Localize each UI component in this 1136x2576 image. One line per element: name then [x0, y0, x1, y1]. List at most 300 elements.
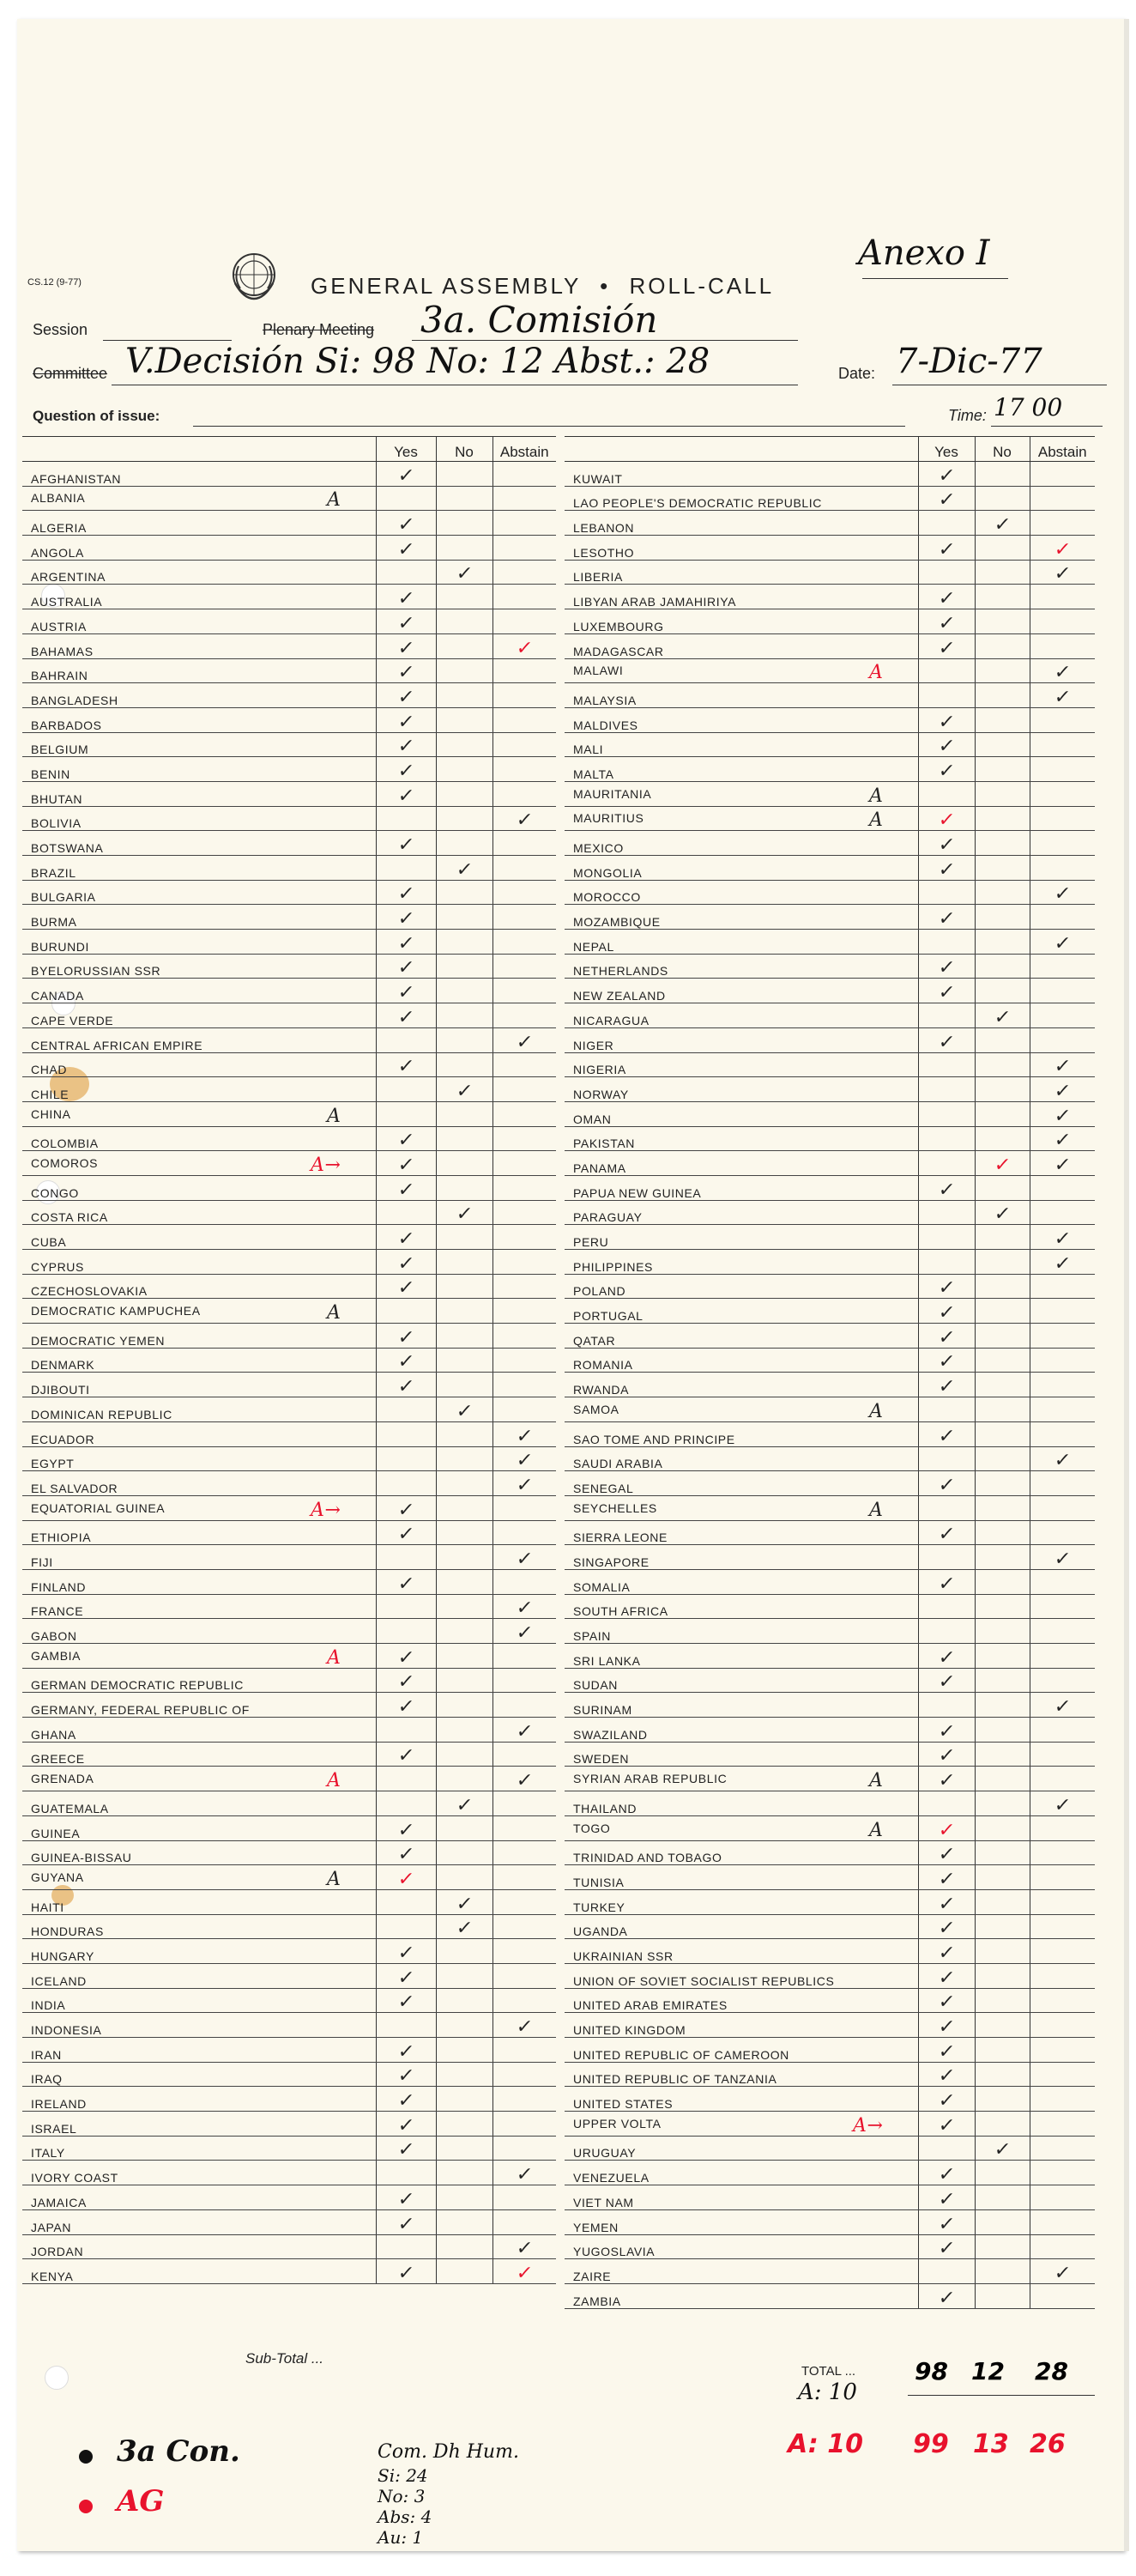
yes-cell — [918, 954, 975, 979]
no-cell — [436, 1988, 492, 2013]
country-row — [565, 1693, 1095, 1718]
check-mark-icon: ✓ — [396, 834, 416, 856]
country-label: LIBERIA — [573, 570, 623, 585]
abstain-cell — [1030, 856, 1095, 881]
no-cell — [436, 560, 492, 585]
country-name — [22, 2062, 376, 2087]
country-name — [22, 486, 376, 511]
yes-cell — [376, 1175, 436, 1200]
no-cell — [436, 683, 492, 708]
yes-cell — [918, 880, 975, 905]
country-row — [22, 1914, 556, 1939]
red-no-count: 13 — [973, 2429, 1009, 2459]
abstain-cell — [492, 1250, 556, 1275]
check-mark-icon: ✓ — [937, 1376, 957, 1398]
country-row — [565, 633, 1095, 658]
country-label: CONGO — [31, 1185, 79, 1200]
country-label: FIJI — [31, 1555, 53, 1569]
yes-cell — [376, 1471, 436, 1496]
no-cell — [436, 1619, 492, 1644]
no-cell — [975, 979, 1030, 1003]
country-row — [565, 2259, 1095, 2284]
yes-cell — [376, 2161, 436, 2185]
yes-cell — [918, 781, 975, 806]
check-mark-icon: ✓ — [396, 2262, 416, 2284]
no-cell — [975, 831, 1030, 856]
yes-cell — [376, 511, 436, 536]
abstain-cell — [1030, 2112, 1095, 2137]
country-name — [22, 806, 376, 831]
country-name — [22, 1668, 376, 1693]
country-row — [565, 954, 1095, 979]
country-label: SYRIAN ARAB REPUBLIC — [573, 1772, 728, 1786]
country-name — [22, 1718, 376, 1743]
form-code: CS.12 (9-77) — [27, 277, 82, 288]
country-name — [22, 1027, 376, 1052]
country-label: CANADA — [31, 989, 84, 1003]
country-name — [22, 609, 376, 634]
country-label: MOZAMBIQUE — [573, 915, 661, 930]
country-row — [565, 1446, 1095, 1471]
country-row — [565, 1815, 1095, 1840]
country-name — [565, 1101, 918, 1126]
yes-cell — [376, 658, 436, 683]
absent-mark: A — [327, 489, 341, 512]
abstain-cell — [492, 1471, 556, 1496]
country-label: COSTA RICA — [31, 1210, 108, 1225]
absent-mark: A→ — [310, 1499, 341, 1521]
check-mark-icon: ✓ — [515, 1770, 535, 1792]
yes-cell — [376, 1594, 436, 1619]
country-row — [565, 2234, 1095, 2259]
no-cell — [436, 2234, 492, 2259]
abstain-cell — [1030, 1200, 1095, 1225]
yes-cell — [376, 1619, 436, 1644]
abstain-cell — [1030, 1963, 1095, 1988]
no-cell — [975, 1644, 1030, 1669]
committee-label: Committee — [33, 365, 108, 382]
yes-cell — [918, 1151, 975, 1176]
country-label: GABON — [31, 1629, 77, 1643]
country-name — [22, 856, 376, 881]
country-name — [565, 1003, 918, 1028]
no-cell — [975, 1250, 1030, 1275]
no-cell — [975, 1175, 1030, 1200]
country-row — [565, 2013, 1095, 2038]
check-mark-icon: ✓ — [455, 1203, 474, 1226]
absent-note: A: 10 — [798, 2379, 857, 2405]
country-label: OMAN — [573, 1112, 612, 1126]
abstain-cell — [492, 1520, 556, 1545]
check-mark-icon: ✓ — [937, 2040, 957, 2063]
country-name — [22, 1397, 376, 1422]
country-row — [565, 585, 1095, 609]
abstain-cell — [492, 683, 556, 708]
no-cell — [436, 1889, 492, 1914]
abstain-cell — [492, 979, 556, 1003]
no-cell — [975, 1003, 1030, 1028]
abstain-cell — [1030, 979, 1095, 1003]
country-label: TUNISIA — [573, 1875, 625, 1889]
check-mark-icon: ✓ — [396, 736, 416, 758]
yes-cell — [918, 806, 975, 831]
country-name — [22, 1569, 376, 1594]
no-cell — [436, 511, 492, 536]
abstain-cell — [1030, 1594, 1095, 1619]
check-mark-icon: ✓ — [396, 1006, 416, 1028]
country-name — [565, 1865, 918, 1890]
check-mark-icon: ✓ — [937, 489, 957, 512]
yes-cell — [918, 1569, 975, 1594]
abstain-cell — [1030, 1027, 1095, 1052]
country-label: SOUTH AFRICA — [573, 1604, 668, 1619]
com-no: No: 3 — [378, 2486, 426, 2506]
abstain-cell — [492, 1446, 556, 1471]
check-mark-icon: ✓ — [993, 1006, 1012, 1028]
abstain-cell — [1030, 2062, 1095, 2087]
country-column-header — [565, 437, 918, 462]
country-label: BOTSWANA — [31, 841, 104, 855]
country-name — [565, 1077, 918, 1102]
country-row — [22, 1299, 556, 1324]
country-label: ARGENTINA — [31, 570, 106, 585]
country-label: GUINEA-BISSAU — [31, 1851, 132, 1865]
country-name — [565, 1274, 918, 1299]
yes-cell — [918, 1175, 975, 1200]
yes-cell — [376, 1495, 436, 1520]
yes-cell — [918, 1471, 975, 1496]
abstain-cell — [1030, 2259, 1095, 2284]
country-name — [565, 1520, 918, 1545]
yes-cell — [376, 1027, 436, 1052]
yes-cell — [918, 1939, 975, 1964]
yes-cell — [376, 1963, 436, 1988]
country-row — [22, 732, 556, 757]
check-mark-icon: ✓ — [396, 686, 416, 708]
check-mark-icon: ✓ — [515, 1031, 535, 1053]
country-row — [565, 1324, 1095, 1349]
country-row — [565, 831, 1095, 856]
check-mark-icon: ✓ — [1053, 1450, 1073, 1472]
country-row — [22, 1742, 556, 1767]
country-name — [565, 2136, 918, 2161]
abstain-cell — [1030, 1545, 1095, 1570]
no-cell — [436, 1865, 492, 1890]
country-name — [22, 1767, 376, 1791]
no-cell — [975, 2185, 1030, 2210]
country-label: MALAYSIA — [573, 693, 637, 707]
abstain-cell — [492, 609, 556, 634]
country-name — [565, 2087, 918, 2112]
country-label: SWEDEN — [573, 1752, 630, 1767]
yes-cell — [918, 1767, 975, 1791]
no-cell — [436, 1003, 492, 1028]
country-label: COMOROS — [31, 1155, 99, 1170]
legend-black-label: 3a Con. — [117, 2434, 240, 2469]
check-mark-icon: ✓ — [937, 1179, 957, 1201]
check-mark-icon: ✓ — [937, 1425, 957, 1447]
country-label: FINLAND — [31, 1579, 87, 1594]
yes-cell — [918, 2161, 975, 2185]
yes-cell — [918, 930, 975, 955]
abstain-cell — [1030, 462, 1095, 487]
no-cell — [975, 2259, 1030, 2284]
country-row — [22, 1027, 556, 1052]
country-row — [22, 1594, 556, 1619]
country-row — [22, 2136, 556, 2161]
check-mark-icon: ✓ — [993, 1203, 1012, 1226]
yes-cell — [376, 1939, 436, 1964]
country-row — [565, 1348, 1095, 1373]
country-row — [565, 1791, 1095, 1816]
country-label: ECUADOR — [31, 1432, 95, 1446]
country-label: UGANDA — [573, 1924, 628, 1939]
no-cell — [436, 1914, 492, 1939]
country-row — [565, 1939, 1095, 1964]
country-row — [22, 831, 556, 856]
country-name — [565, 1840, 918, 1865]
country-row — [565, 560, 1095, 585]
country-row — [565, 1668, 1095, 1693]
check-mark-icon: ✓ — [937, 1720, 957, 1743]
yes-cell — [918, 831, 975, 856]
country-label: CAPE VERDE — [31, 1013, 114, 1027]
roll-call-table-right — [565, 436, 1095, 2309]
abstain-cell — [492, 2234, 556, 2259]
country-label: ZAMBIA — [573, 2294, 621, 2308]
country-label: BULGARIA — [31, 890, 96, 905]
check-mark-icon: ✓ — [937, 711, 957, 733]
country-row — [22, 1718, 556, 1743]
country-label: PERU — [573, 1235, 609, 1249]
no-cell — [436, 1250, 492, 1275]
vote-summary-note: V.Decisión Si: 98 No: 12 Abst.: 28 — [125, 342, 710, 381]
no-cell — [436, 1446, 492, 1471]
abstain-cell — [1030, 1520, 1095, 1545]
country-row — [22, 1644, 556, 1669]
abstain-cell — [1030, 2013, 1095, 2038]
country-name — [22, 1889, 376, 1914]
no-cell — [436, 2087, 492, 2112]
abstain-cell — [492, 806, 556, 831]
yes-cell — [376, 1101, 436, 1126]
yes-cell — [376, 1052, 436, 1077]
yes-cell — [918, 511, 975, 536]
check-mark-icon: ✓ — [937, 2188, 957, 2210]
check-mark-icon: ✓ — [1053, 2262, 1073, 2284]
country-row — [565, 1027, 1095, 1052]
no-cell — [975, 1495, 1030, 1520]
check-mark-icon: ✓ — [937, 1474, 957, 1496]
no-cell — [436, 979, 492, 1003]
country-label: IRAN — [31, 2047, 62, 2062]
country-label: UNION OF SOVIET SOCIALIST REPUBLICS — [573, 1973, 835, 1988]
yes-cell — [376, 1397, 436, 1422]
legend-red-dot — [79, 2500, 93, 2513]
absent-mark: A — [327, 1302, 341, 1324]
yes-cell — [376, 1250, 436, 1275]
country-label: VENEZUELA — [573, 2171, 650, 2185]
abstain-cell — [1030, 1644, 1095, 1669]
country-name — [22, 1471, 376, 1496]
country-name — [22, 757, 376, 782]
country-label: AUSTRALIA — [31, 595, 103, 609]
country-label: ETHIOPIA — [31, 1530, 92, 1545]
country-row — [22, 1348, 556, 1373]
no-cell — [436, 2259, 492, 2284]
table-body-left — [22, 462, 556, 2284]
check-mark-icon: ✓ — [937, 1868, 957, 1890]
country-name — [22, 2259, 376, 2284]
country-row — [22, 2087, 556, 2112]
country-name — [22, 1299, 376, 1324]
no-cell — [436, 1397, 492, 1422]
abstain-cell — [1030, 1446, 1095, 1471]
abstain-cell — [1030, 1151, 1095, 1176]
no-cell — [975, 1101, 1030, 1126]
yes-cell — [376, 609, 436, 634]
country-label: YUGOSLAVIA — [573, 2245, 656, 2259]
abstain-cell — [492, 1421, 556, 1446]
time-line — [991, 426, 1103, 427]
country-row — [565, 1397, 1095, 1422]
check-mark-icon: ✓ — [396, 908, 416, 930]
country-row — [565, 462, 1095, 487]
country-name — [565, 1619, 918, 1644]
country-name — [565, 1200, 918, 1225]
no-cell — [975, 585, 1030, 609]
country-row — [565, 1619, 1095, 1644]
yes-cell — [918, 2136, 975, 2161]
country-label: AUSTRIA — [31, 619, 87, 633]
abstain-cell — [492, 1668, 556, 1693]
no-cell — [436, 930, 492, 955]
no-cell — [436, 1742, 492, 1767]
country-name — [22, 1963, 376, 1988]
no-cell — [436, 2161, 492, 2185]
abstain-cell — [492, 856, 556, 881]
total-label: TOTAL ... — [801, 2364, 856, 2379]
yes-cell — [376, 1569, 436, 1594]
no-cell — [975, 1299, 1030, 1324]
country-name — [565, 1914, 918, 1939]
abstain-cell — [492, 1348, 556, 1373]
no-cell — [975, 1594, 1030, 1619]
no-cell — [436, 905, 492, 930]
no-cell — [975, 511, 1030, 536]
country-row — [565, 1250, 1095, 1275]
country-row — [565, 2112, 1095, 2137]
country-label: BOLIVIA — [31, 816, 82, 831]
country-label: DJIBOUTI — [31, 1383, 90, 1397]
check-mark-icon: ✓ — [515, 1450, 535, 1472]
no-cell — [975, 1077, 1030, 1102]
check-mark-icon: ✓ — [396, 1819, 416, 1841]
no-cell — [436, 1126, 492, 1151]
abstain-cell — [1030, 585, 1095, 609]
check-mark-icon: ✓ — [937, 858, 957, 881]
country-row — [22, 1791, 556, 1816]
no-cell — [975, 1446, 1030, 1471]
country-row — [565, 1126, 1095, 1151]
country-name — [565, 486, 918, 511]
country-label: URUGUAY — [573, 2146, 637, 2161]
no-cell — [436, 1200, 492, 1225]
country-label: ZAIRE — [573, 2269, 612, 2283]
country-name — [22, 1693, 376, 1718]
no-cell — [975, 1718, 1030, 1743]
table-header — [565, 437, 1095, 462]
yes-cell — [376, 1693, 436, 1718]
yes-cell — [376, 1299, 436, 1324]
country-label: AFGHANISTAN — [31, 471, 122, 486]
absent-mark: A — [869, 1400, 884, 1422]
abstain-cell — [492, 880, 556, 905]
abstain-cell — [1030, 757, 1095, 782]
check-mark-icon: ✓ — [1053, 686, 1073, 708]
abstain-cell — [1030, 1348, 1095, 1373]
yes-cell — [918, 757, 975, 782]
yes-cell — [376, 1421, 436, 1446]
subtotal-label: Sub-Total ... — [245, 2350, 324, 2367]
check-mark-icon: ✓ — [396, 1991, 416, 2014]
country-label: IRELAND — [31, 2097, 87, 2112]
country-row — [22, 1619, 556, 1644]
country-label: BARBADOS — [31, 718, 102, 732]
abstain-cell — [492, 1545, 556, 1570]
abstain-cell — [492, 1718, 556, 1743]
abstain-cell — [492, 2209, 556, 2234]
yes-cell — [376, 2087, 436, 2112]
country-name — [22, 536, 376, 561]
check-mark-icon: ✓ — [515, 2238, 535, 2260]
country-label: THAILAND — [573, 1801, 637, 1815]
check-mark-icon: ✓ — [937, 2114, 957, 2137]
country-label: CHINA — [31, 1106, 71, 1121]
check-mark-icon: ✓ — [396, 2040, 416, 2063]
country-label: CYPRUS — [31, 1259, 84, 1274]
country-name — [565, 856, 918, 881]
no-cell — [975, 1027, 1030, 1052]
no-cell — [975, 609, 1030, 634]
country-label: NORWAY — [573, 1087, 629, 1101]
yes-cell — [376, 757, 436, 782]
country-name — [565, 1397, 918, 1422]
country-name — [565, 1225, 918, 1250]
abstain-cell — [1030, 658, 1095, 683]
check-mark-icon: ✓ — [396, 2090, 416, 2112]
no-cell — [975, 633, 1030, 658]
abstain-cell — [492, 1200, 556, 1225]
abstain-cell — [1030, 1175, 1095, 1200]
punch-hole — [45, 2366, 69, 2390]
yes-cell — [918, 2234, 975, 2259]
yes-cell — [376, 1077, 436, 1102]
no-cell — [436, 1077, 492, 1102]
country-name — [22, 658, 376, 683]
country-label: MOROCCO — [573, 890, 641, 905]
abstain-cell — [492, 1225, 556, 1250]
country-name — [22, 1250, 376, 1275]
abstain-cell — [492, 1865, 556, 1890]
abstain-cell — [1030, 1421, 1095, 1446]
country-label: MALTA — [573, 767, 614, 781]
country-row — [22, 2062, 556, 2087]
abstain-cell — [1030, 930, 1095, 955]
abstain-cell — [1030, 536, 1095, 561]
no-cell — [436, 806, 492, 831]
country-label: ITALY — [31, 2146, 65, 2161]
